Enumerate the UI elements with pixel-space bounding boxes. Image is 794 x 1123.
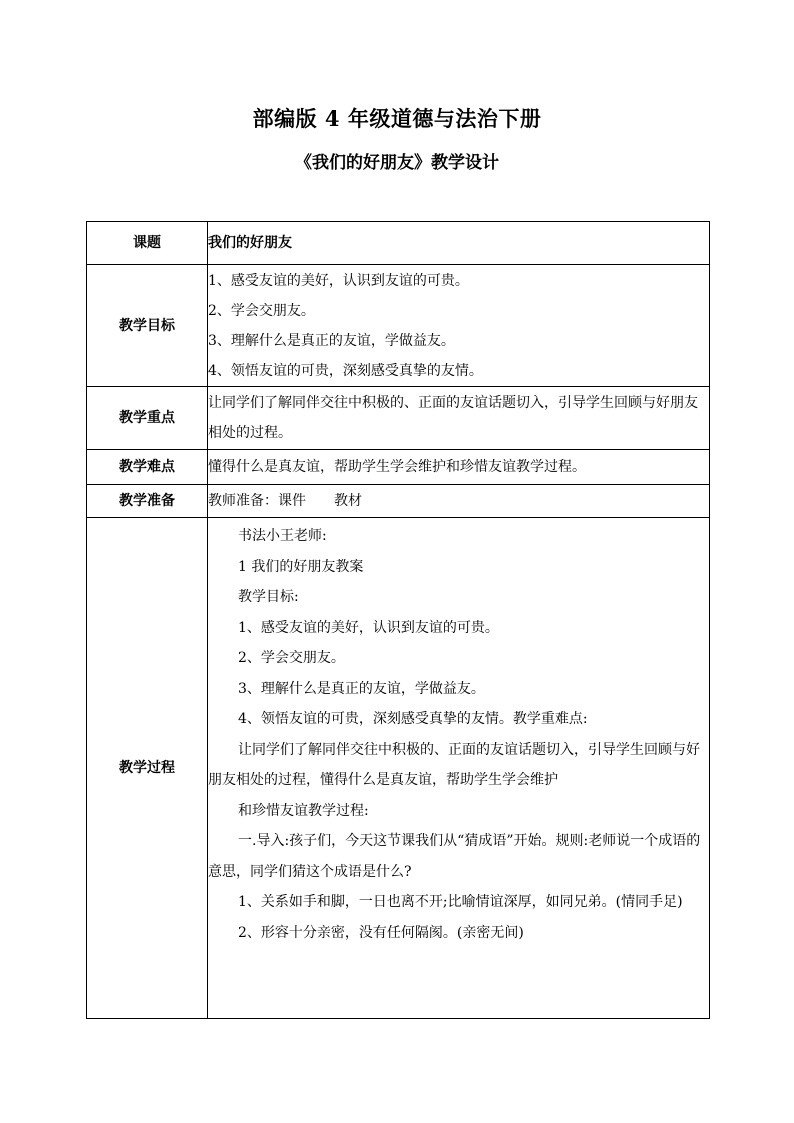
process-paragraph: 3、理解什么是真正的友谊，学做益友。 <box>238 680 485 697</box>
process-paragraph: 1、感受友谊的美好，认识到友谊的可贵。 <box>238 619 499 636</box>
key-points-text: 让同学们了解同伴交往中积极的、正面的友谊话题切入，引导学生回顾与好朋友相处的过程。 <box>208 387 710 450</box>
process-paragraph: 和珍惜友谊教学过程: <box>238 802 369 819</box>
process-paragraph: 1 我们的好朋友教案 <box>238 558 364 575</box>
key-points-label: 教学重点 <box>87 387 208 450</box>
process-paragraph: 让同学们了解同伴交往中积极的、正面的友谊话题切入，引导学生回顾与好朋友相处的过程，懂得什么是真友谊，帮助学生学会维护 <box>208 741 700 788</box>
row-goals <box>87 265 710 387</box>
goal-item: 1、感受友谊的美好，认识到友谊的可贵。 <box>208 272 469 289</box>
process-paragraph: 书法小王老师: <box>238 528 327 544</box>
document-title: 部编版 4 年级道德与法治下册 <box>252 106 542 131</box>
process-paragraph: 一.导入:孩子们，今天这节课我们从“猜成语”开始。规则:老师说一个成语的意思，同学们猜这个成语是什么? <box>208 833 701 880</box>
preparation-text: 教师准备：课件 教材 <box>208 485 710 518</box>
row-topic <box>87 222 710 265</box>
lesson-plan-table <box>86 221 710 1019</box>
process-paragraph: 4、领悟友谊的可贵，深刻感受真挚的友情。教学重难点: <box>238 711 588 727</box>
document-subtitle: 《我们的好朋友》教学设计 <box>295 153 499 173</box>
process-content <box>208 518 710 1019</box>
goals-content <box>208 265 710 387</box>
row-preparation <box>87 485 710 518</box>
goals-label: 教学目标 <box>87 265 208 387</box>
goal-item: 2、学会交朋友。 <box>208 302 315 319</box>
row-process <box>87 518 710 1019</box>
difficulties-text: 懂得什么是真友谊，帮助学生学会维护和珍惜友谊教学过程。 <box>208 450 710 485</box>
difficulties-label: 教学难点 <box>87 450 208 485</box>
process-paragraph: 2、形容十分亲密，没有任何隔阂。(亲密无间) <box>238 924 524 941</box>
preparation-label: 教学准备 <box>87 485 208 518</box>
process-paragraph: 2、学会交朋友。 <box>238 650 345 666</box>
goal-item: 4、领悟友谊的可贵，深刻感受真挚的友情。 <box>208 362 483 379</box>
row-key-points <box>87 387 710 450</box>
goal-item: 3、理解什么是真正的友谊，学做益友。 <box>208 332 455 349</box>
process-label: 教学过程 <box>87 518 208 1019</box>
process-paragraph: 教学目标: <box>238 589 299 605</box>
row-difficulties <box>87 450 710 485</box>
topic-value: 我们的好朋友 <box>208 222 710 265</box>
topic-label: 课题 <box>87 222 208 265</box>
process-paragraph: 1、关系如手和脚，一日也离不开;比喻情谊深厚，如同兄弟。(情同手足) <box>238 894 683 910</box>
